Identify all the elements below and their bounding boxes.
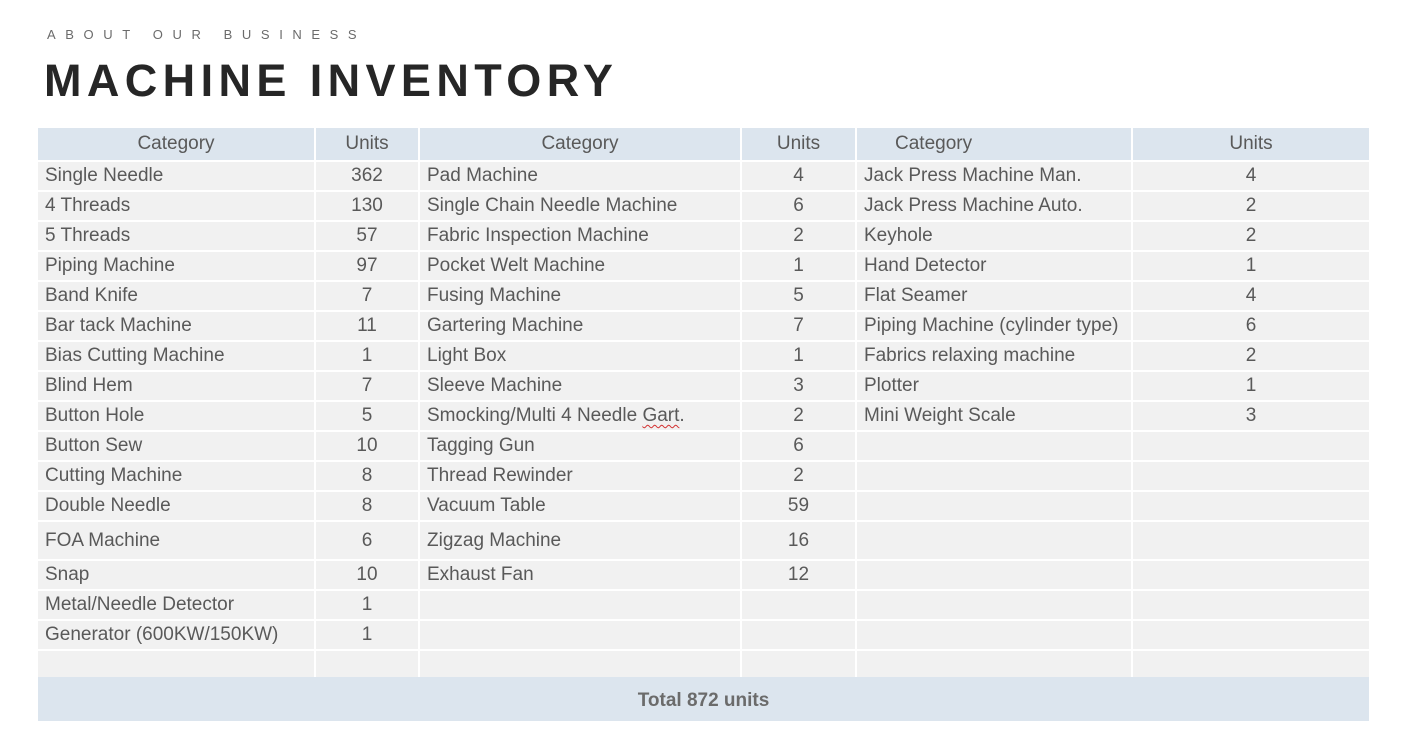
table-row [38, 251, 1369, 281]
units-cell: 362 [315, 161, 419, 191]
units-cell: 1 [741, 251, 856, 281]
category-cell: Single Needle [38, 161, 315, 191]
category-cell: Tagging Gun [419, 431, 741, 461]
category-cell [419, 401, 741, 431]
table-row [38, 521, 1369, 560]
table-row [38, 341, 1369, 371]
units-cell [1132, 461, 1369, 491]
category-cell: Exhaust Fan [419, 560, 741, 590]
units-cell: 1 [741, 341, 856, 371]
category-cell [856, 521, 1132, 560]
units-cell: 1 [315, 620, 419, 650]
column-header-category: Category [856, 128, 1132, 161]
units-cell: 6 [741, 191, 856, 221]
category-cell: Fabric Inspection Machine [419, 221, 741, 251]
spellcheck-underline: Gart [642, 405, 680, 426]
category-cell [856, 461, 1132, 491]
category-cell [419, 650, 741, 680]
units-cell [1132, 650, 1369, 680]
table-row [38, 401, 1369, 431]
units-cell: 5 [741, 281, 856, 311]
units-cell: 2 [1132, 221, 1369, 251]
units-cell [1132, 590, 1369, 620]
category-cell: Pocket Welt Machine [419, 251, 741, 281]
table-row [38, 191, 1369, 221]
section-eyebrow: ABOUT OUR BUSINESS [47, 27, 367, 42]
total-units-footer: Total 872 units [38, 677, 1369, 721]
category-cell: Bias Cutting Machine [38, 341, 315, 371]
units-cell: 1 [315, 590, 419, 620]
inventory-table [38, 128, 1369, 681]
category-cell: Bar tack Machine [38, 311, 315, 341]
category-cell: 4 Threads [38, 191, 315, 221]
units-cell: 2 [741, 401, 856, 431]
units-cell: 16 [741, 521, 856, 560]
units-cell: 59 [741, 491, 856, 521]
units-cell: 1 [1132, 251, 1369, 281]
category-cell [856, 620, 1132, 650]
units-cell [741, 620, 856, 650]
units-cell: 2 [741, 221, 856, 251]
category-cell: 5 Threads [38, 221, 315, 251]
category-cell [856, 431, 1132, 461]
category-cell: Keyhole [856, 221, 1132, 251]
units-cell: 57 [315, 221, 419, 251]
category-cell: Fusing Machine [419, 281, 741, 311]
table-row [38, 311, 1369, 341]
units-cell: 8 [315, 491, 419, 521]
units-cell [741, 650, 856, 680]
units-cell: 7 [315, 371, 419, 401]
units-cell: 2 [741, 461, 856, 491]
table-header-row [38, 128, 1369, 161]
category-cell: Zigzag Machine [419, 521, 741, 560]
category-cell [856, 491, 1132, 521]
units-cell [1132, 620, 1369, 650]
category-cell: Piping Machine (cylinder type) [856, 311, 1132, 341]
category-cell [856, 590, 1132, 620]
units-cell: 2 [1132, 191, 1369, 221]
category-cell [856, 650, 1132, 680]
units-cell [1132, 491, 1369, 521]
category-cell: Button Sew [38, 431, 315, 461]
category-cell: Button Hole [38, 401, 315, 431]
units-cell: 10 [315, 431, 419, 461]
category-cell [38, 650, 315, 680]
units-cell: 1 [315, 341, 419, 371]
units-cell [315, 650, 419, 680]
units-cell [1132, 521, 1369, 560]
category-cell: Plotter [856, 371, 1132, 401]
units-cell: 6 [741, 431, 856, 461]
units-cell [1132, 431, 1369, 461]
units-cell: 8 [315, 461, 419, 491]
units-cell: 2 [1132, 341, 1369, 371]
table-row [38, 431, 1369, 461]
category-cell: Single Chain Needle Machine [419, 191, 741, 221]
table-row [38, 371, 1369, 401]
units-cell: 4 [1132, 161, 1369, 191]
category-cell: Jack Press Machine Auto. [856, 191, 1132, 221]
units-cell: 3 [741, 371, 856, 401]
category-cell: Band Knife [38, 281, 315, 311]
category-cell: Cutting Machine [38, 461, 315, 491]
table-row [38, 560, 1369, 590]
category-cell [419, 620, 741, 650]
table-row [38, 281, 1369, 311]
table-row [38, 161, 1369, 191]
category-cell: Flat Seamer [856, 281, 1132, 311]
category-cell [856, 560, 1132, 590]
units-cell: 97 [315, 251, 419, 281]
category-cell: Double Needle [38, 491, 315, 521]
units-cell: 3 [1132, 401, 1369, 431]
category-cell: Jack Press Machine Man. [856, 161, 1132, 191]
column-header-units: Units [741, 128, 856, 161]
units-cell: 7 [315, 281, 419, 311]
category-cell: FOA Machine [38, 521, 315, 560]
units-cell: 4 [741, 161, 856, 191]
category-cell: Gartering Machine [419, 311, 741, 341]
column-header-units: Units [1132, 128, 1369, 161]
category-cell: Vacuum Table [419, 491, 741, 521]
units-cell: 12 [741, 560, 856, 590]
category-cell: Piping Machine [38, 251, 315, 281]
category-cell: Metal/Needle Detector [38, 590, 315, 620]
table-row [38, 491, 1369, 521]
category-cell: Generator (600KW/150KW) [38, 620, 315, 650]
category-cell: Thread Rewinder [419, 461, 741, 491]
category-cell: Snap [38, 560, 315, 590]
category-cell: Mini Weight Scale [856, 401, 1132, 431]
table-row [38, 221, 1369, 251]
category-cell: Pad Machine [419, 161, 741, 191]
units-cell: 4 [1132, 281, 1369, 311]
table-row [38, 461, 1369, 491]
category-cell: Hand Detector [856, 251, 1132, 281]
page-title: MACHINE INVENTORY [44, 55, 619, 106]
units-cell [741, 590, 856, 620]
category-cell: Sleeve Machine [419, 371, 741, 401]
column-header-category: Category [38, 128, 315, 161]
category-cell [419, 590, 741, 620]
category-cell: Light Box [419, 341, 741, 371]
units-cell: 130 [315, 191, 419, 221]
units-cell: 10 [315, 560, 419, 590]
category-cell: Blind Hem [38, 371, 315, 401]
units-cell: 1 [1132, 371, 1369, 401]
units-cell: 6 [315, 521, 419, 560]
units-cell: 5 [315, 401, 419, 431]
category-cell: Fabrics relaxing machine [856, 341, 1132, 371]
category-text-spellcheck: Smocking/Multi 4 Needle Gart. [427, 405, 685, 426]
table-row [38, 620, 1369, 650]
units-cell: 6 [1132, 311, 1369, 341]
table-row [38, 590, 1369, 620]
units-cell [1132, 560, 1369, 590]
units-cell: 7 [741, 311, 856, 341]
column-header-units: Units [315, 128, 419, 161]
table-row [38, 650, 1369, 680]
units-cell: 11 [315, 311, 419, 341]
column-header-category: Category [419, 128, 741, 161]
